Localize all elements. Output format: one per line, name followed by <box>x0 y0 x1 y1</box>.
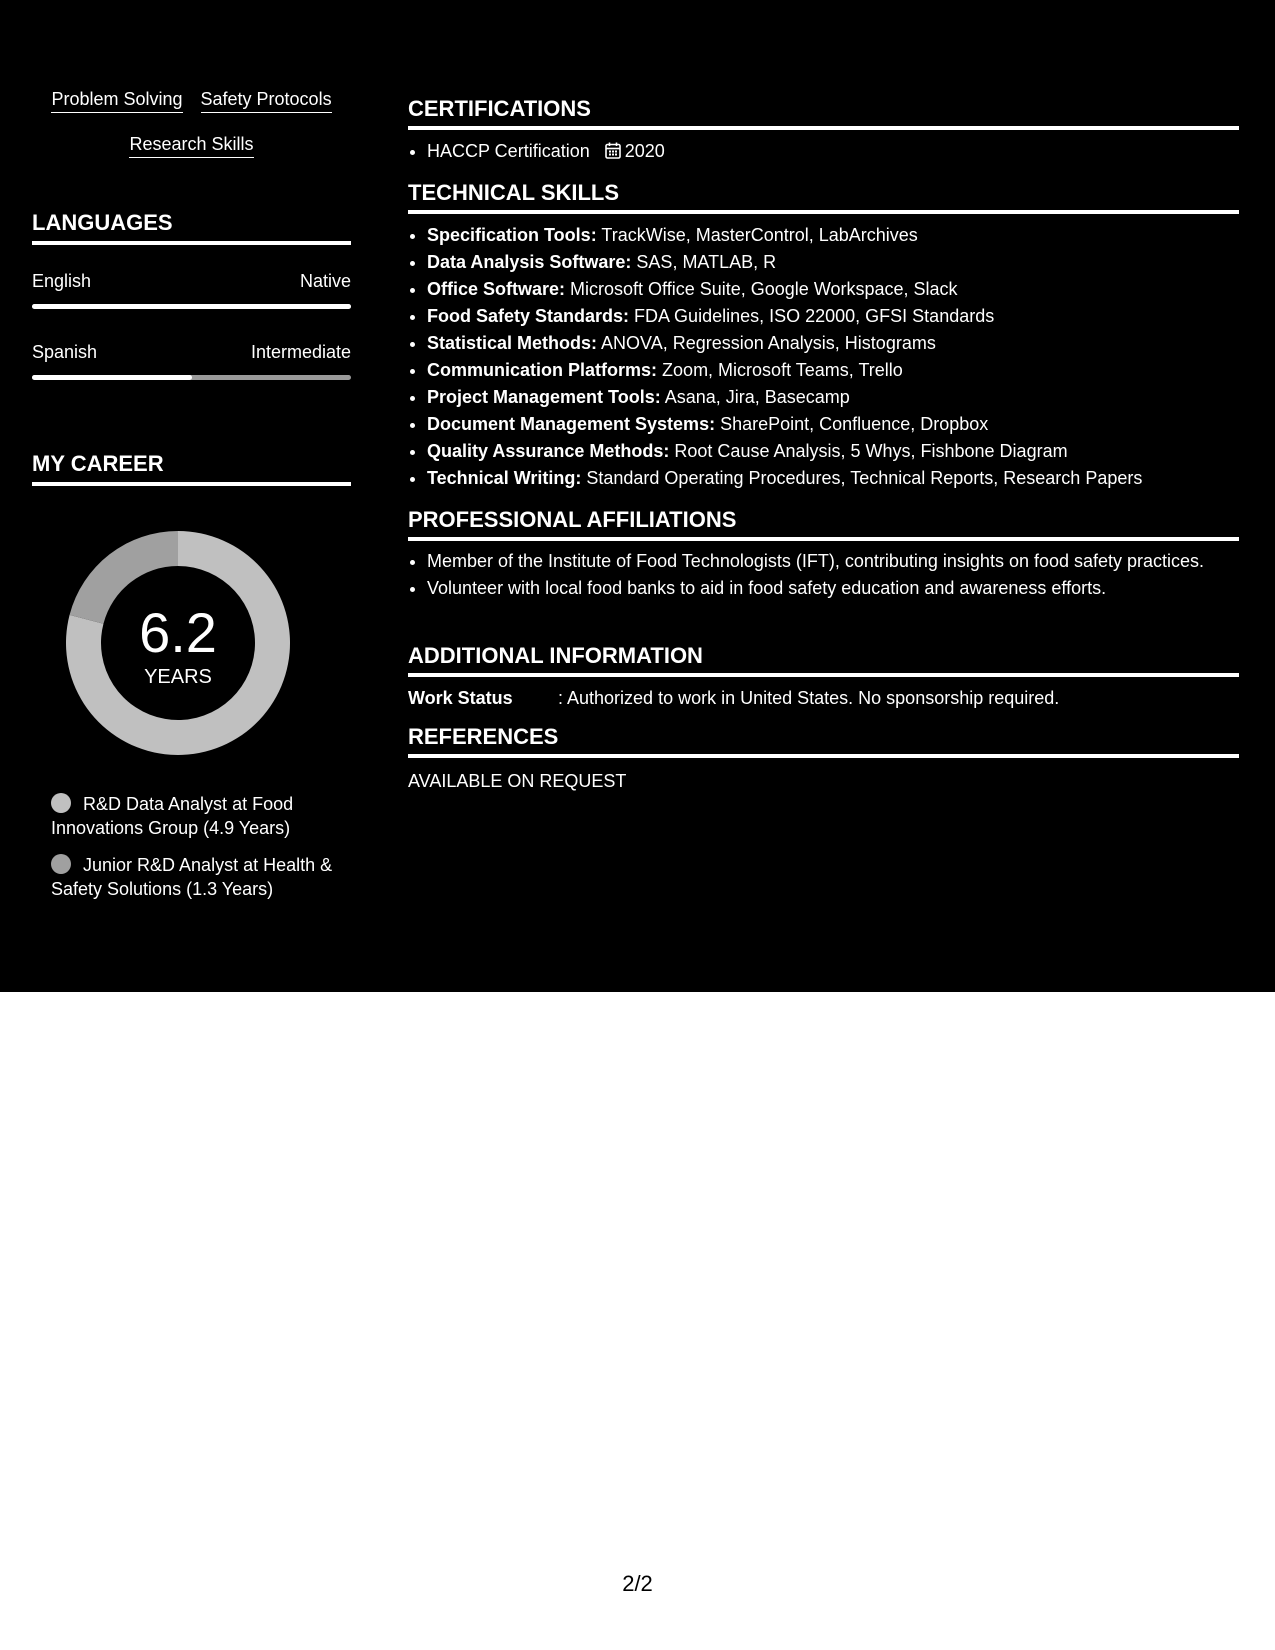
language-proficiency-fill <box>32 304 351 309</box>
work-status-label: Work Status <box>408 688 513 708</box>
skill-item <box>427 276 1239 303</box>
skill-item <box>427 357 1239 384</box>
additional-info-section <box>408 643 1239 709</box>
skill-label: Specification Tools: <box>427 225 597 245</box>
skill-item <box>427 222 1239 249</box>
languages-heading: LANGUAGES <box>32 210 351 245</box>
technical-skills-heading: TECHNICAL SKILLS <box>408 180 1239 214</box>
skill-item <box>427 249 1239 276</box>
language-name: English <box>32 271 92 291</box>
language-item <box>32 270 351 309</box>
affiliations-section <box>408 507 1239 600</box>
skill-label: Communication Platforms: <box>427 360 658 380</box>
career-legend-label: R&D Data Analyst at Food Innovations Group (4.9 Years) <box>51 794 294 838</box>
certification-year: 2020 <box>624 141 665 161</box>
skill-value: Zoom, Microsoft Teams, Trello <box>662 360 903 380</box>
skill-value: Standard Operating Procedures, Technical Reports, Research Papers <box>586 468 1143 488</box>
skill-value: SharePoint, Confluence, Dropbox <box>720 414 989 434</box>
affiliations-heading: PROFESSIONAL AFFILIATIONS <box>408 507 1239 541</box>
skill-item <box>427 303 1239 330</box>
skill-label: Project Management Tools: <box>427 387 661 407</box>
skill-value: Root Cause Analysis, 5 Whys, Fishbone Diagram <box>674 441 1068 461</box>
additional-info-heading: ADDITIONAL INFORMATION <box>408 643 1239 677</box>
affiliation-item: • Volunteer with local food banks to aid in food safety education and awareness efforts. <box>427 576 1239 600</box>
skill-chip: Problem Solving <box>51 88 182 113</box>
language-level: Native <box>299 271 351 291</box>
skill-label: Technical Writing: <box>427 468 582 488</box>
certifications-section <box>408 96 1239 165</box>
language-proficiency-bar <box>32 304 351 309</box>
skills-chips <box>32 88 351 178</box>
language-proficiency-fill <box>32 375 192 380</box>
career-years-unit: YEARS <box>144 666 212 688</box>
career-legend-item <box>51 853 341 901</box>
skill-item <box>427 438 1239 465</box>
language-level: Intermediate <box>250 342 351 362</box>
skill-chip: Safety Protocols <box>201 88 332 113</box>
skill-label: Quality Assurance Methods: <box>427 441 670 461</box>
career-legend-item <box>51 792 341 840</box>
skill-value: TrackWise, MasterControl, LabArchives <box>601 225 918 245</box>
references-text: AVAILABLE ON REQUEST <box>408 771 627 791</box>
calendar-icon <box>605 142 621 159</box>
career-legend <box>51 792 341 914</box>
languages-section <box>32 210 351 380</box>
language-item <box>32 341 351 380</box>
language-proficiency-bar <box>32 375 351 380</box>
skill-value: SAS, MATLAB, R <box>636 252 777 272</box>
skill-value: FDA Guidelines, ISO 22000, GFSI Standards <box>634 306 995 326</box>
references-heading: REFERENCES <box>408 724 1239 758</box>
skill-item <box>427 465 1239 492</box>
skill-label: Data Analysis Software: <box>427 252 632 272</box>
legend-dot <box>51 854 71 874</box>
skill-item <box>427 411 1239 438</box>
affiliation-item: • Member of the Institute of Food Technologists (IFT), contributing insights on food safety practices. <box>427 549 1239 573</box>
skill-value: Microsoft Office Suite, Google Workspace, Slack <box>570 279 958 299</box>
skill-value: ANOVA, Regression Analysis, Histograms <box>601 333 936 353</box>
legend-dot <box>51 793 71 813</box>
career-heading: MY CAREER <box>32 451 351 486</box>
skill-item <box>427 330 1239 357</box>
skill-item <box>427 384 1239 411</box>
page-number: 2/2 <box>622 1571 653 1596</box>
language-name: Spanish <box>32 342 98 362</box>
certifications-heading: CERTIFICATIONS <box>408 96 1239 130</box>
certification-name: HACCP Certification <box>427 141 590 161</box>
work-status-value: : Authorized to work in United States. No sponsorship required. <box>558 688 1060 708</box>
work-status-row <box>408 687 1239 709</box>
career-donut-chart <box>66 531 290 755</box>
skill-value: Asana, Jira, Basecamp <box>664 387 850 407</box>
career-section <box>32 451 351 486</box>
skill-label: Office Software: <box>427 279 566 299</box>
skill-label: Document Management Systems: <box>427 414 716 434</box>
skill-chip: Research Skills <box>129 133 253 158</box>
references-section <box>408 724 1239 792</box>
career-total-years: 6.2 <box>139 601 217 664</box>
skill-label: Statistical Methods: <box>427 333 598 353</box>
certification-item <box>427 138 1239 165</box>
career-legend-label: Junior R&D Analyst at Health & Safety Solutions (1.3 Years) <box>51 855 333 899</box>
technical-skills-section <box>408 180 1239 492</box>
skill-label: Food Safety Standards: <box>427 306 630 326</box>
